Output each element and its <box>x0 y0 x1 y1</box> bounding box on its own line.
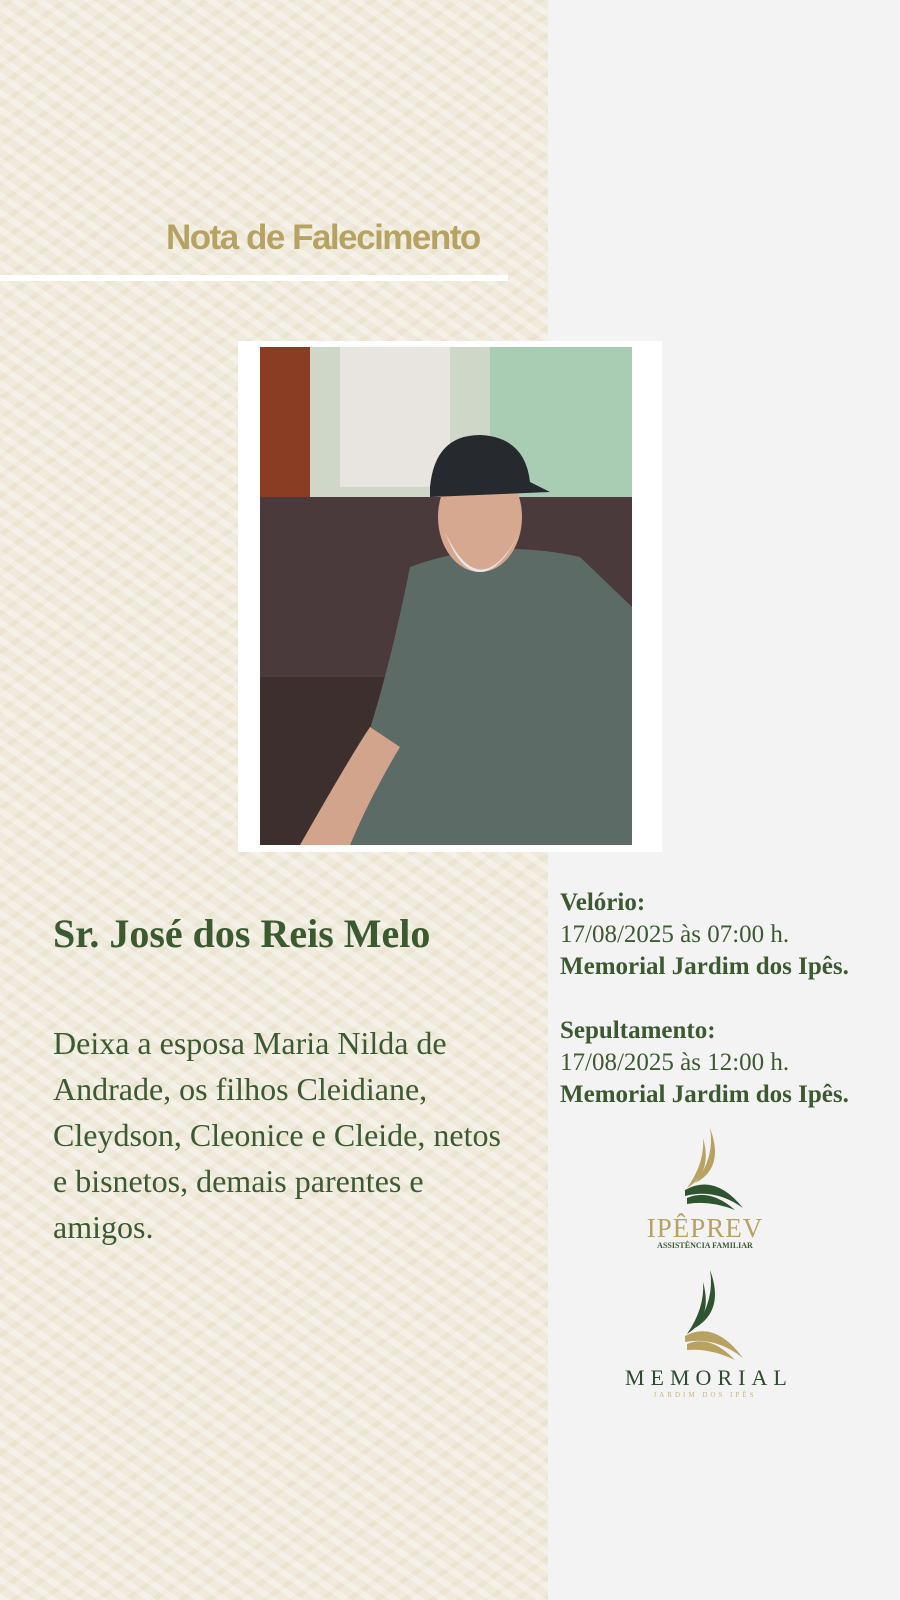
logo-name: IPÊPREV <box>646 1213 764 1243</box>
event-burial <box>560 1015 849 1111</box>
leaf-icon <box>665 1128 745 1210</box>
memorial-logo <box>625 1270 793 1399</box>
deceased-name: Sr. José dos Reis Melo <box>53 911 431 956</box>
event-datetime: 17/08/2025 às 07:00 h. <box>560 921 790 948</box>
event-wake <box>560 887 849 983</box>
portrait-frame <box>238 341 662 852</box>
title-divider <box>0 275 508 281</box>
event-place: Memorial Jardim dos Ipês. <box>560 953 849 980</box>
page-title: Nota de Falecimento <box>166 218 480 257</box>
event-label: Velório: <box>560 889 646 916</box>
ipeprev-logo <box>640 1128 770 1250</box>
event-place: Memorial Jardim dos Ipês. <box>560 1081 849 1108</box>
logo-tagline: JARDIM DOS IPÊS <box>653 1391 757 1399</box>
logo-tagline: ASSISTÊNCIA FAMILIAR <box>657 1241 753 1250</box>
logo-name: MEMORIAL <box>625 1365 793 1390</box>
portrait-photo <box>260 347 632 845</box>
event-datetime: 17/08/2025 às 12:00 h. <box>560 1049 790 1076</box>
family-message: Deixa a esposa Maria Nilda de Andrade, os filhos Cleidiane, Cleydson, Cleonice e Cleide, netos e bisnetos, demais parentes e amigos. <box>53 1025 501 1245</box>
event-label: Sepultamento: <box>560 1017 716 1044</box>
event-info <box>560 887 849 1111</box>
leaf-icon <box>665 1270 745 1360</box>
